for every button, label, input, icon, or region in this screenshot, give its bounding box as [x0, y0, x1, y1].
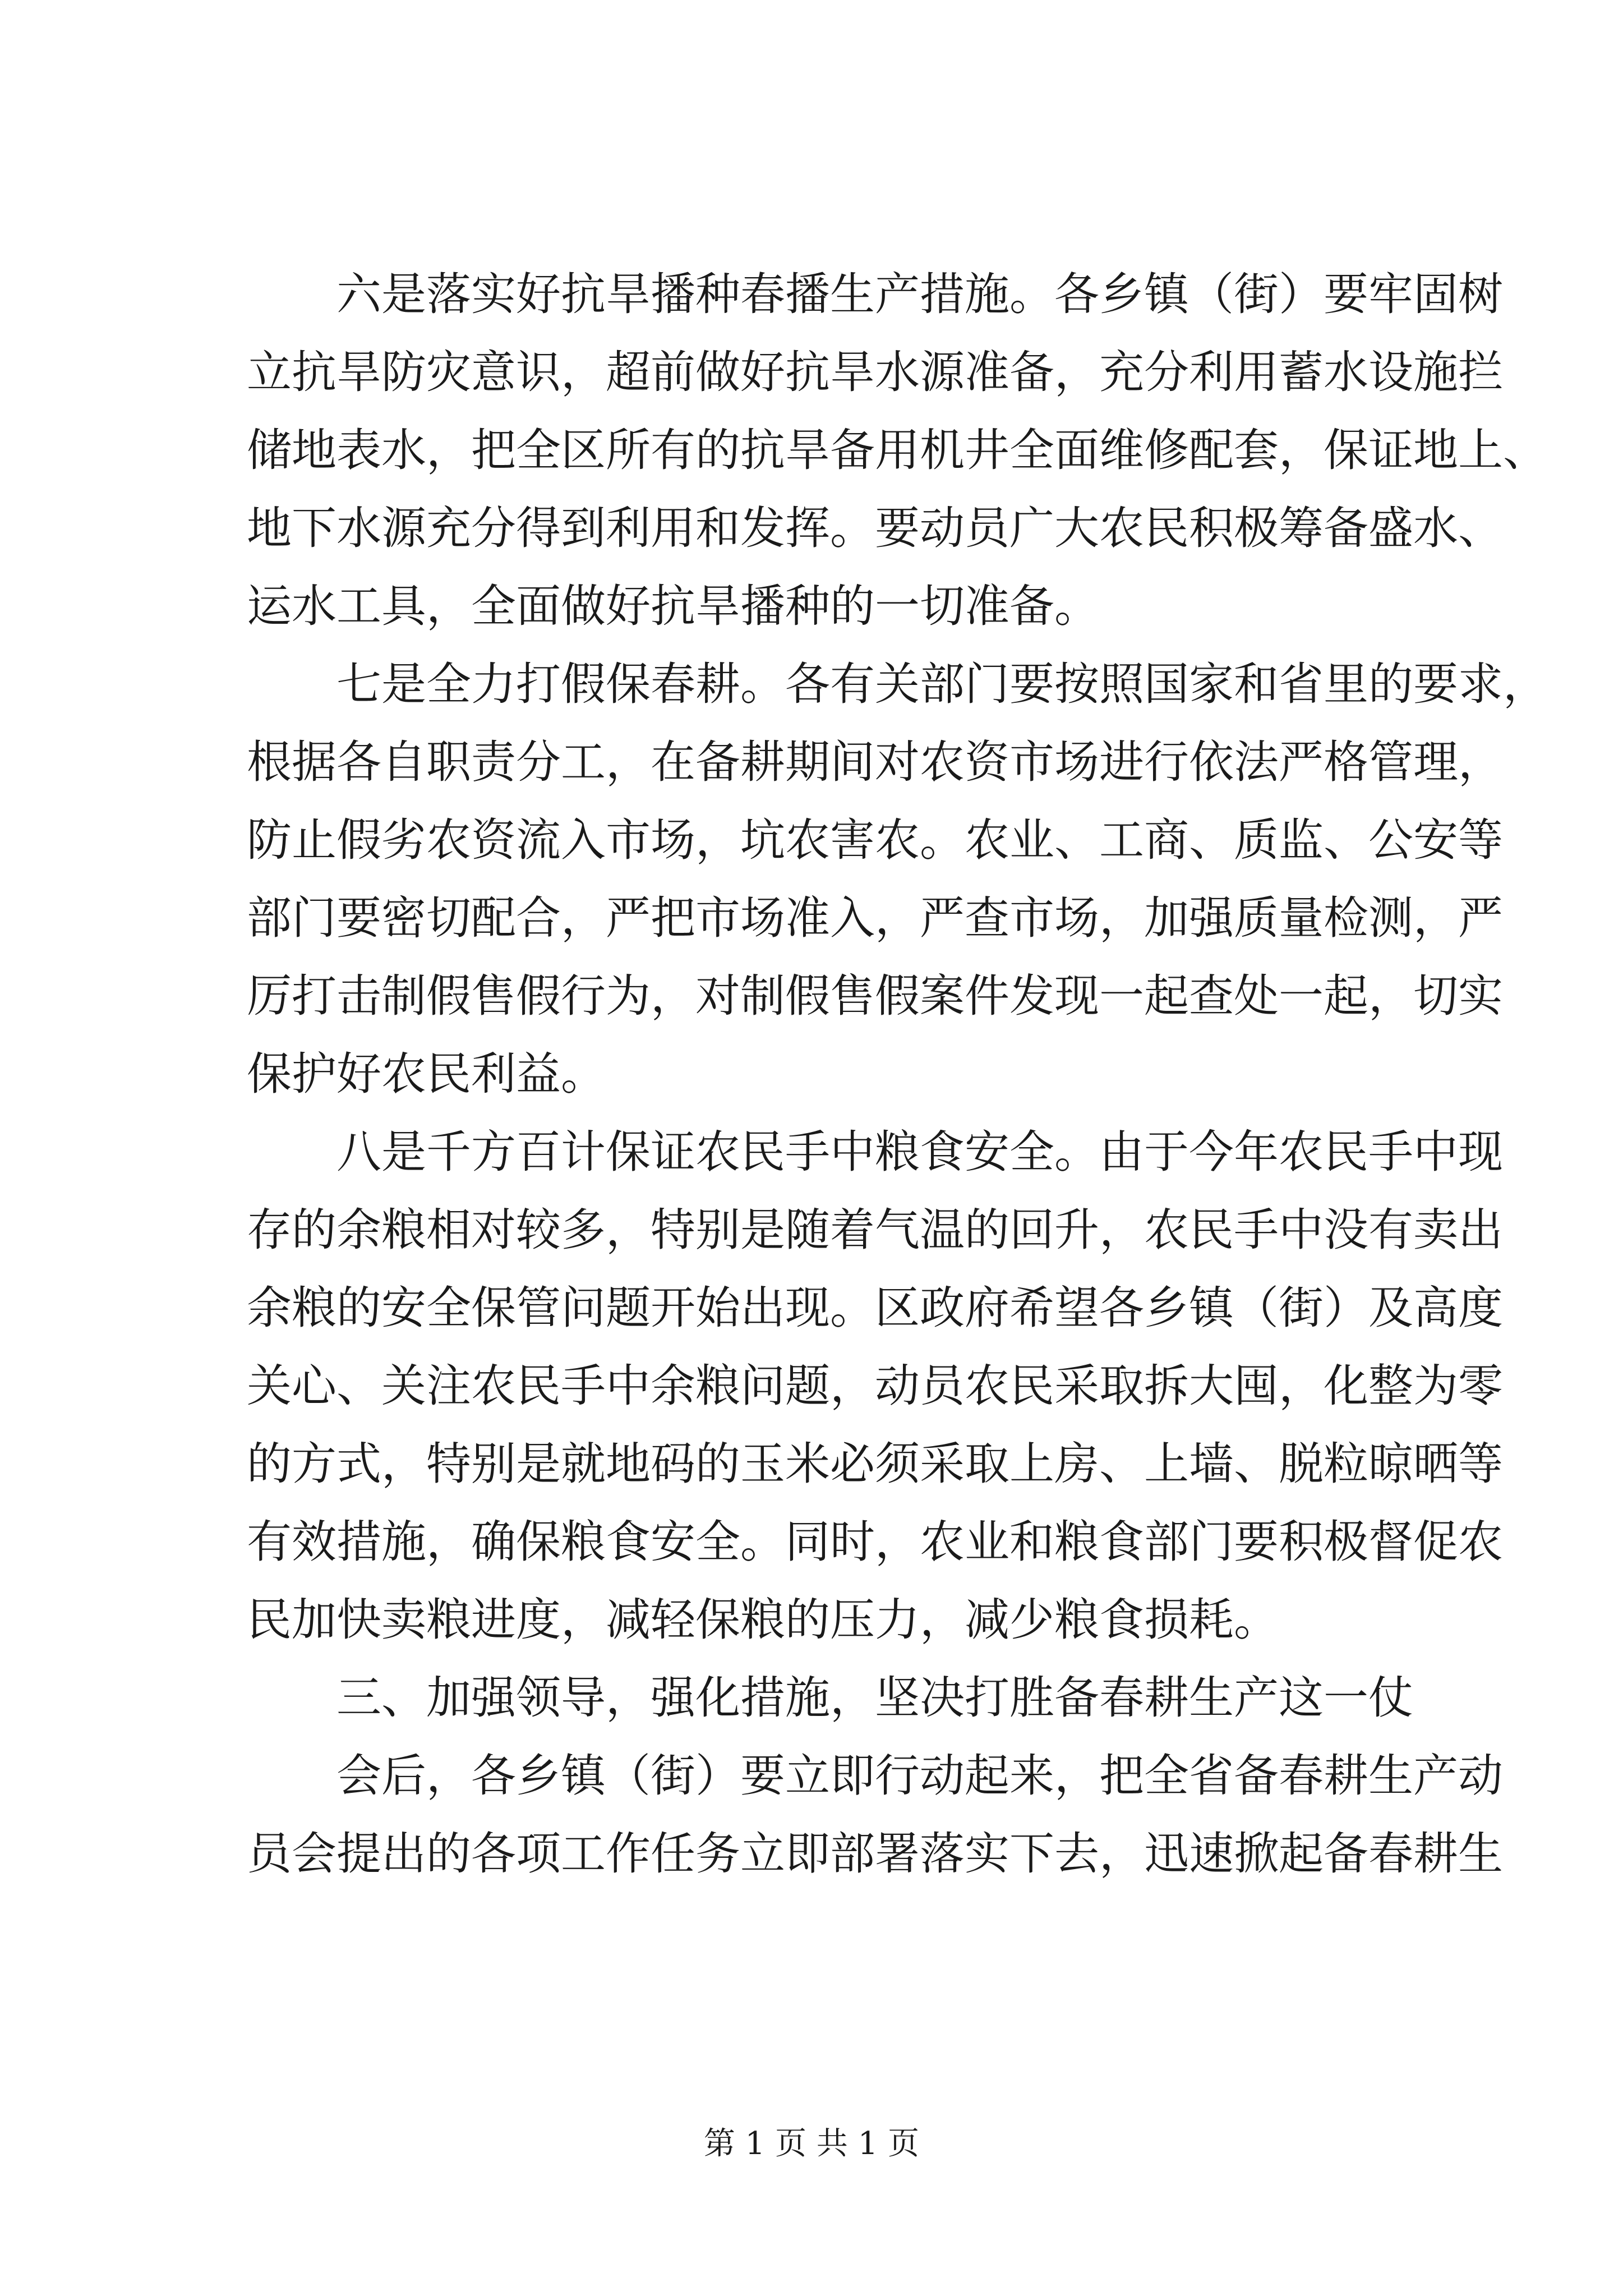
- paragraph-line: 运水工具，全面做好抗旱播种的一切准备。: [247, 580, 1099, 632]
- paragraph-line: 防止假劣农资流入市场，坑农害农。农业、工商、质监、公安等: [247, 814, 1503, 866]
- paragraph-line: 六是落实好抗旱播种春播生产措施。各乡镇（街）要牢固树: [336, 268, 1503, 320]
- page-footer: 第 1 页 共 1 页: [703, 2125, 920, 2162]
- paragraph-line: 民加快卖粮进度，减轻保粮的压力，减少粮食损耗。: [247, 1594, 1279, 1646]
- paragraph-line: 保护好农民利益。: [247, 1048, 606, 1100]
- paragraph-line: 八是千方百计保证农民手中粮食安全。由于今年农民手中现: [336, 1126, 1503, 1178]
- paragraph-line: 储地表水，把全区所有的抗旱备用机井全面维修配套，保证地上、: [247, 424, 1548, 476]
- document-body: [247, 255, 1548, 1893]
- paragraph-line: 的方式，特别是就地码的玉米必须采取上房、上墙、脱粒晾晒等: [247, 1438, 1503, 1490]
- section-heading: 三、加强领导，强化措施，坚决打胜备春耕生产这一仗: [336, 1672, 1413, 1724]
- paragraph-line: 余粮的安全保管问题开始出现。区政府希望各乡镇（街）及高度: [247, 1282, 1503, 1334]
- paragraph-line: 会后，各乡镇（街）要立即行动起来，把全省备春耕生产动: [336, 1750, 1503, 1802]
- paragraph-line: 部门要密切配合，严把市场准入，严查市场，加强质量检测，严: [247, 892, 1503, 944]
- paragraph-line: 关心、关注农民手中余粮问题，动员农民采取拆大囤，化整为零: [247, 1360, 1503, 1412]
- paragraph-line: 根据各自职责分工，在备耕期间对农资市场进行依法严格管理，: [247, 736, 1503, 788]
- paragraph-line: 地下水源充分得到利用和发挥。要动员广大农民积极筹备盛水、: [247, 502, 1503, 554]
- paragraph-line: 厉打击制假售假行为，对制假售假案件发现一起查处一起，切实: [247, 970, 1503, 1022]
- paragraph-line: 立抗旱防灾意识，超前做好抗旱水源准备，充分利用蓄水设施拦: [247, 346, 1503, 398]
- paragraph-line: 员会提出的各项工作任务立即部署落实下去，迅速掀起备春耕生: [247, 1828, 1503, 1880]
- paragraph-line: 存的余粮相对较多，特别是随着气温的回升，农民手中没有卖出: [247, 1204, 1503, 1256]
- paragraph-line: 有效措施，确保粮食安全。同时，农业和粮食部门要积极督促农: [247, 1516, 1503, 1568]
- paragraph-line: 七是全力打假保春耕。各有关部门要按照国家和省里的要求，: [336, 658, 1548, 710]
